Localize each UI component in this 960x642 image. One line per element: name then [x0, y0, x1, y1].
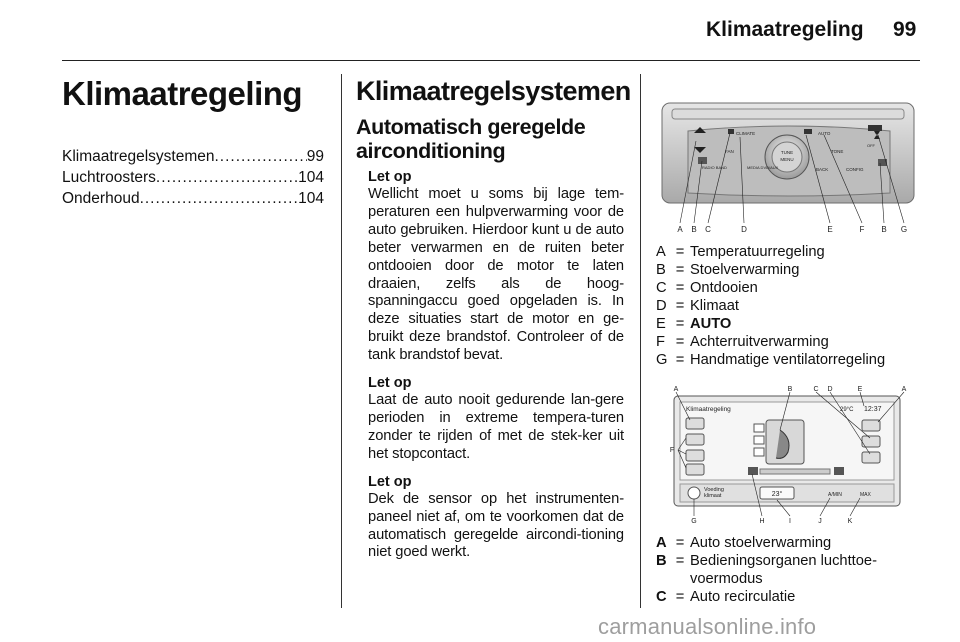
toc-entry[interactable] [62, 188, 324, 209]
legend-panel-controls [656, 243, 920, 369]
note-body: Wellicht moet u soms bij lage tem-peraturen een hulpverwarming voor de auto gebruiken. Hierdoor kunt u de auto beter verwarmen en de ruiten beter ontdooien door de motor te laten draaien, zelfs als de hoog-spanningaccu goed opgeladen is. In deze situaties start de motor en ge-bruikt deze brandstof. Controleer of de tank brandstof bevat. [368, 186, 624, 364]
note-body: Dek de sensor op het instrumenten-paneel niet af, om te voorkomen dat de automatisch geregelde aircondi-tioning niet goed werkt. [368, 490, 624, 561]
legend-equals: = [675, 334, 685, 350]
callout-j: J [818, 518, 822, 524]
legend-item [656, 315, 920, 333]
page-number: 99 [893, 18, 917, 41]
callout-a: A [673, 386, 679, 393]
note-heading: Let op [368, 169, 412, 185]
fan-button-label: FAN [725, 149, 734, 154]
legend-text: Klimaat [690, 298, 739, 314]
legend-letter: F [656, 334, 665, 350]
legend-equals: = [675, 244, 685, 260]
legend-item [656, 333, 920, 351]
chapter-title: Klimaatregeling [62, 75, 303, 112]
legend-letter: C [656, 589, 667, 605]
callout-g: G [900, 225, 908, 234]
legend-text: Auto recirculatie [690, 589, 796, 605]
auto-recirc-button [862, 452, 880, 463]
legend-item [656, 279, 920, 297]
callout-g: G [691, 518, 697, 524]
legend-text: Temperatuurregeling [690, 244, 825, 260]
toc-entry-label: Klimaatregelsystemen [62, 148, 215, 165]
screen-temperature: 29°C [840, 407, 854, 413]
section-title: Klimaatregelsystemen [356, 76, 631, 106]
legend-item [656, 243, 920, 261]
off-button-label: OFF [867, 143, 875, 148]
screen-title: Klimaatregeling [686, 406, 731, 413]
legend-item [656, 534, 920, 552]
climate-touchscreen-illustration [664, 384, 914, 524]
legend-item [656, 261, 920, 279]
toc-entry-page: 99 [306, 148, 324, 165]
power-label-line-2: klimaat [704, 493, 722, 499]
tune-label: TUNE [780, 150, 794, 155]
running-head-title: Klimaatregeling [706, 18, 864, 41]
seat-heat-button-icon [698, 157, 707, 164]
legend-letter: B [656, 553, 667, 569]
toc-entry[interactable] [62, 167, 324, 188]
callout-a-right: A [901, 386, 907, 393]
legend-equals: = [675, 262, 685, 278]
callout-f: F [859, 225, 865, 234]
toc-leader-dots [140, 188, 299, 209]
callout-d: D [741, 225, 747, 234]
legend-equals: = [675, 280, 685, 296]
amin-button-label: A/MIN [828, 492, 842, 498]
climate-control-panel-illustration [658, 101, 916, 237]
table-of-contents [62, 146, 324, 209]
power-label-line-1: Voeding [704, 487, 724, 493]
callout-e: E [857, 386, 863, 393]
legend-letter: A [656, 535, 667, 551]
climate-power-icon [688, 487, 700, 499]
legend-letter: C [656, 280, 667, 296]
mode-down-icon [754, 448, 764, 456]
auto-button-label: AUTO [818, 131, 831, 136]
seat-heat-left-button [686, 418, 704, 429]
legend-text: AUTO [690, 316, 732, 332]
callout-d: D [827, 386, 833, 393]
fan-high-icon [834, 467, 844, 475]
toc-leader-dots [156, 167, 298, 188]
legend-equals: = [675, 316, 685, 332]
legend-item [656, 297, 920, 315]
watermark: carmanualsonline.info [598, 614, 817, 639]
toc-leader-dots [214, 146, 306, 167]
callout-e: E [827, 225, 833, 234]
callout-h: H [759, 518, 765, 524]
chapter-column [62, 76, 324, 209]
callout-b: B [787, 386, 793, 393]
figure-column [656, 76, 920, 606]
toc-entry-page: 104 [298, 169, 324, 186]
callout-labels [677, 225, 907, 234]
tone-button-label: TONE [831, 149, 844, 154]
config-button-label: CONFIG [846, 167, 864, 172]
legend-equals: = [675, 589, 685, 605]
fan-low-icon [748, 467, 758, 475]
note-body: Laat de auto nooit gedurende lan-gere perioden in extreme tempera-turen zonder te rijden of met de stek-ker uit het stopcontact. [368, 392, 624, 462]
legend-touchscreen-controls [656, 534, 920, 606]
section-column [356, 76, 631, 572]
legend-text: Auto stoelverwarming [690, 535, 832, 551]
legend-text: Handmatige ventilatorregeling [690, 352, 886, 368]
callout-a: A [677, 225, 683, 234]
legend-text [690, 552, 920, 588]
legend-letter: B [656, 262, 666, 278]
note-heading: Let op [368, 375, 412, 392]
fan-left-button-2 [686, 450, 704, 461]
callout-c: C [813, 386, 819, 393]
column-divider-1 [341, 74, 342, 608]
header-rule [62, 60, 920, 61]
recirc-icon [804, 129, 812, 134]
legend-equals: = [675, 298, 685, 314]
set-temp-value: 23° [771, 491, 783, 498]
legend-item [656, 351, 920, 369]
legend-equals: = [675, 535, 685, 551]
screen-clock: 12:37 [864, 406, 882, 413]
legend-text: Stoelverwarming [690, 262, 800, 278]
fan-left-button [686, 434, 704, 445]
legend-letter: A [656, 244, 666, 260]
legend-item [656, 552, 920, 588]
toc-entry-page: 104 [298, 190, 324, 207]
callout-i: I [789, 518, 791, 524]
note-block [368, 169, 624, 562]
menu-label: MENU [780, 157, 794, 162]
legend-text: Ontdooien [690, 280, 758, 296]
mode-mid-icon [754, 436, 764, 444]
fan-left-button-3 [686, 464, 704, 475]
callout-b: B [691, 225, 697, 234]
climate-button-label: CLIMATE [736, 131, 756, 136]
column-divider-2 [640, 74, 641, 608]
mode-up-icon [754, 424, 764, 432]
legend-text-line: voermodus [690, 571, 763, 587]
control-panel-svg [658, 101, 916, 237]
note-heading: Let op [368, 473, 412, 490]
rear-defrost-icon [868, 125, 882, 131]
callout-k: K [847, 518, 853, 524]
legend-text: Achterruitverwarming [690, 334, 829, 350]
toc-entry-label: Onderhoud [62, 190, 140, 207]
fan-speed-slider [760, 469, 830, 474]
legend-equals: = [675, 352, 685, 368]
callout-c: C [705, 225, 711, 234]
callout-b-right: B [881, 225, 887, 234]
legend-letter: G [656, 352, 668, 368]
panel-top-strip [672, 109, 904, 119]
media-label: MEDIA DVD/AUX [747, 165, 779, 170]
touchscreen-svg [664, 384, 914, 524]
radio-band-label: RADIO BAND [702, 165, 727, 170]
legend-letter: D [656, 298, 667, 314]
toc-entry[interactable] [62, 146, 324, 167]
toc-entry-label: Luchtroosters [62, 169, 156, 186]
seat-heat-right-button [862, 420, 880, 431]
running-head [0, 12, 960, 52]
legend-item [656, 588, 920, 606]
callout-f: F [669, 447, 675, 454]
max-button-label: MAX [860, 492, 871, 498]
defrost-icon [728, 129, 734, 134]
legend-text-line: Bedieningsorganen luchttoe- [690, 553, 877, 569]
legend-letter: E [656, 316, 666, 332]
subsection-title: Automatisch geregelde airconditioning [356, 115, 586, 163]
back-button-label: BACK [816, 167, 829, 172]
legend-equals: = [675, 553, 685, 569]
